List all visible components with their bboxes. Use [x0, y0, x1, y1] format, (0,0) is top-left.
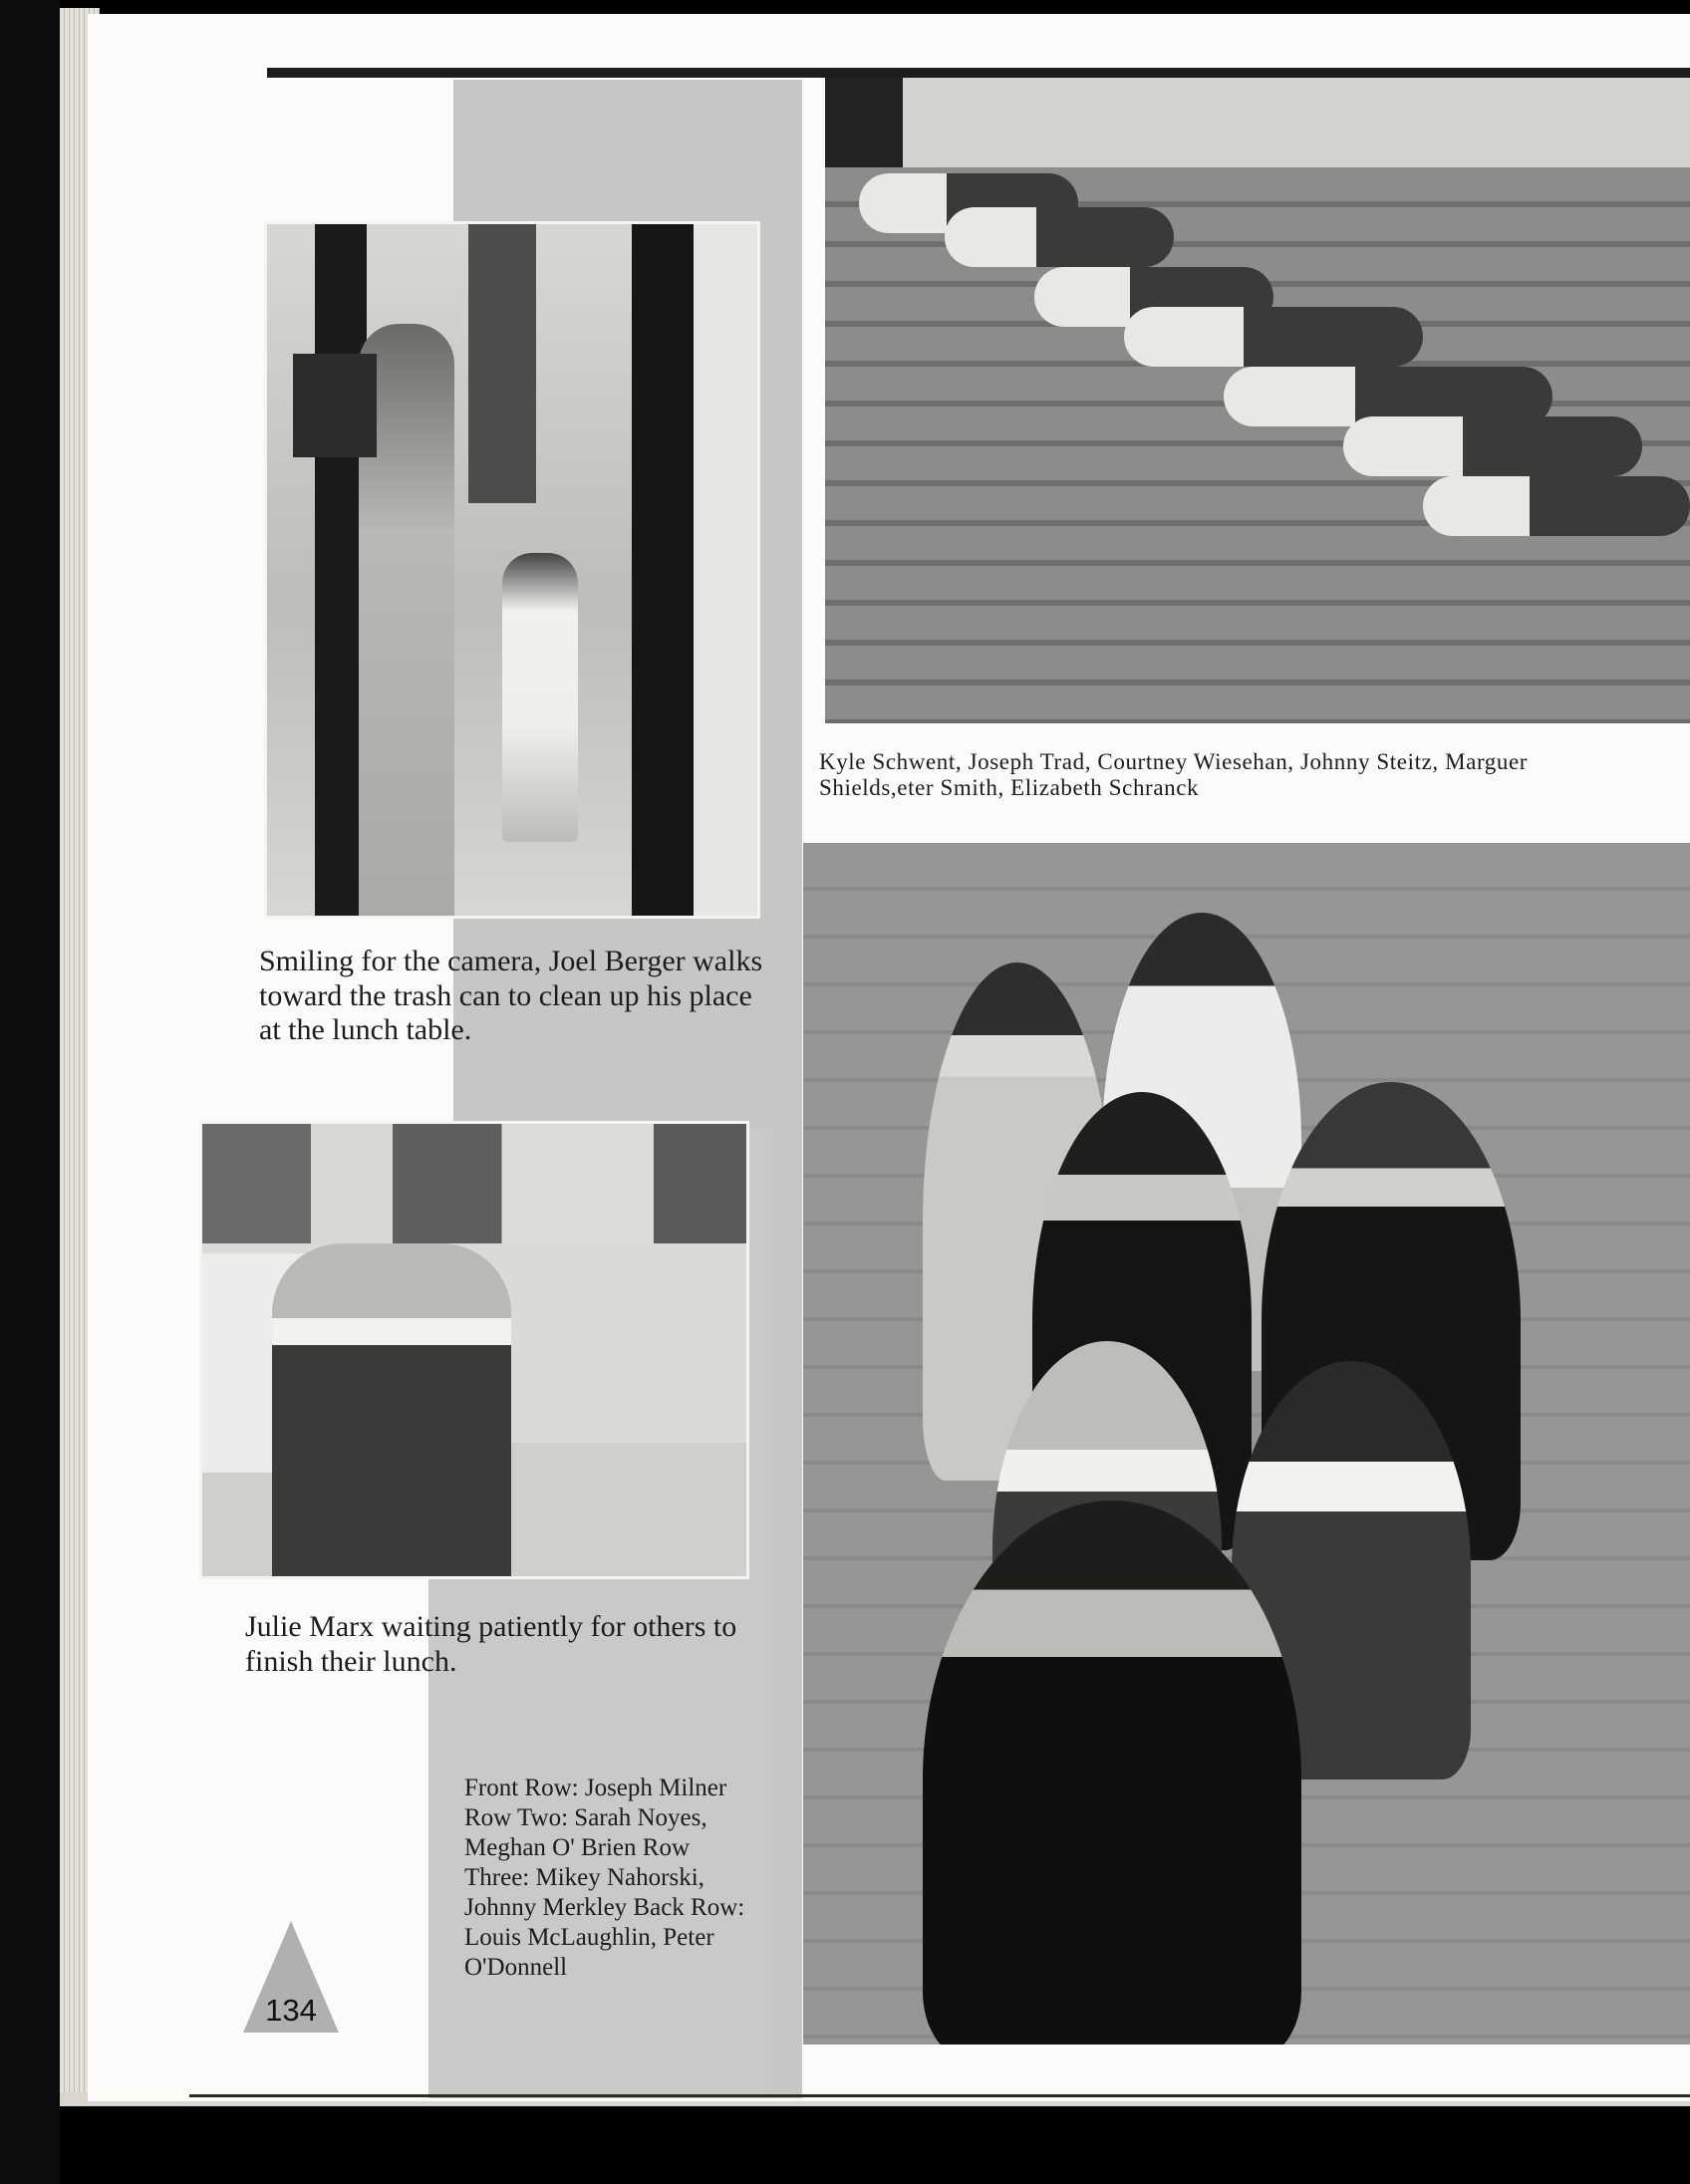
wall	[694, 224, 760, 916]
window-curtains	[202, 1124, 746, 1243]
photo-large-group	[803, 843, 1690, 2045]
door-frame-right	[632, 224, 694, 916]
child-figure	[945, 207, 1174, 267]
window-curtain	[468, 224, 536, 503]
top-rule	[267, 68, 1690, 78]
girl-figure	[272, 1243, 511, 1579]
poster-sign	[293, 354, 377, 457]
child-figure	[1124, 307, 1423, 367]
book-spine	[0, 0, 60, 2184]
caption-julie-marx: Julie Marx waiting patiently for others to finish their lunch.	[245, 1610, 737, 1678]
child-figure	[923, 1501, 1301, 2045]
caption-stairs-line-2: Shields,eter Smith, Elizabeth Schranck	[819, 775, 1200, 801]
photo-lunchroom	[264, 221, 760, 919]
page-number: 134	[265, 1993, 317, 2028]
caption-stairs-line-1: Kyle Schwent, Joseph Trad, Courtney Wiesehan, Johnny Steitz, Marguer	[819, 749, 1529, 774]
caption-lunchroom: Smiling for the camera, Joel Berger walks toward the trash can to clean up his place at the lunch table.	[259, 945, 763, 1046]
wall	[825, 78, 1690, 167]
child-figure	[1423, 476, 1690, 536]
photo-julie-marx	[199, 1121, 749, 1579]
child-figure	[1343, 416, 1642, 476]
photo-stairs-group	[825, 78, 1690, 723]
child-figure	[502, 553, 578, 842]
bottom-rule	[189, 2094, 1690, 2097]
caption-group-names: Front Row: Joseph Milner Row Two: Sarah Noyes, Meghan O' Brien Row Three: Mikey Nahorski, Johnny Merkley Back Row: Louis McLaughlin, Peter O'Donnell	[464, 1774, 745, 1981]
caption-stairs	[819, 749, 1690, 802]
